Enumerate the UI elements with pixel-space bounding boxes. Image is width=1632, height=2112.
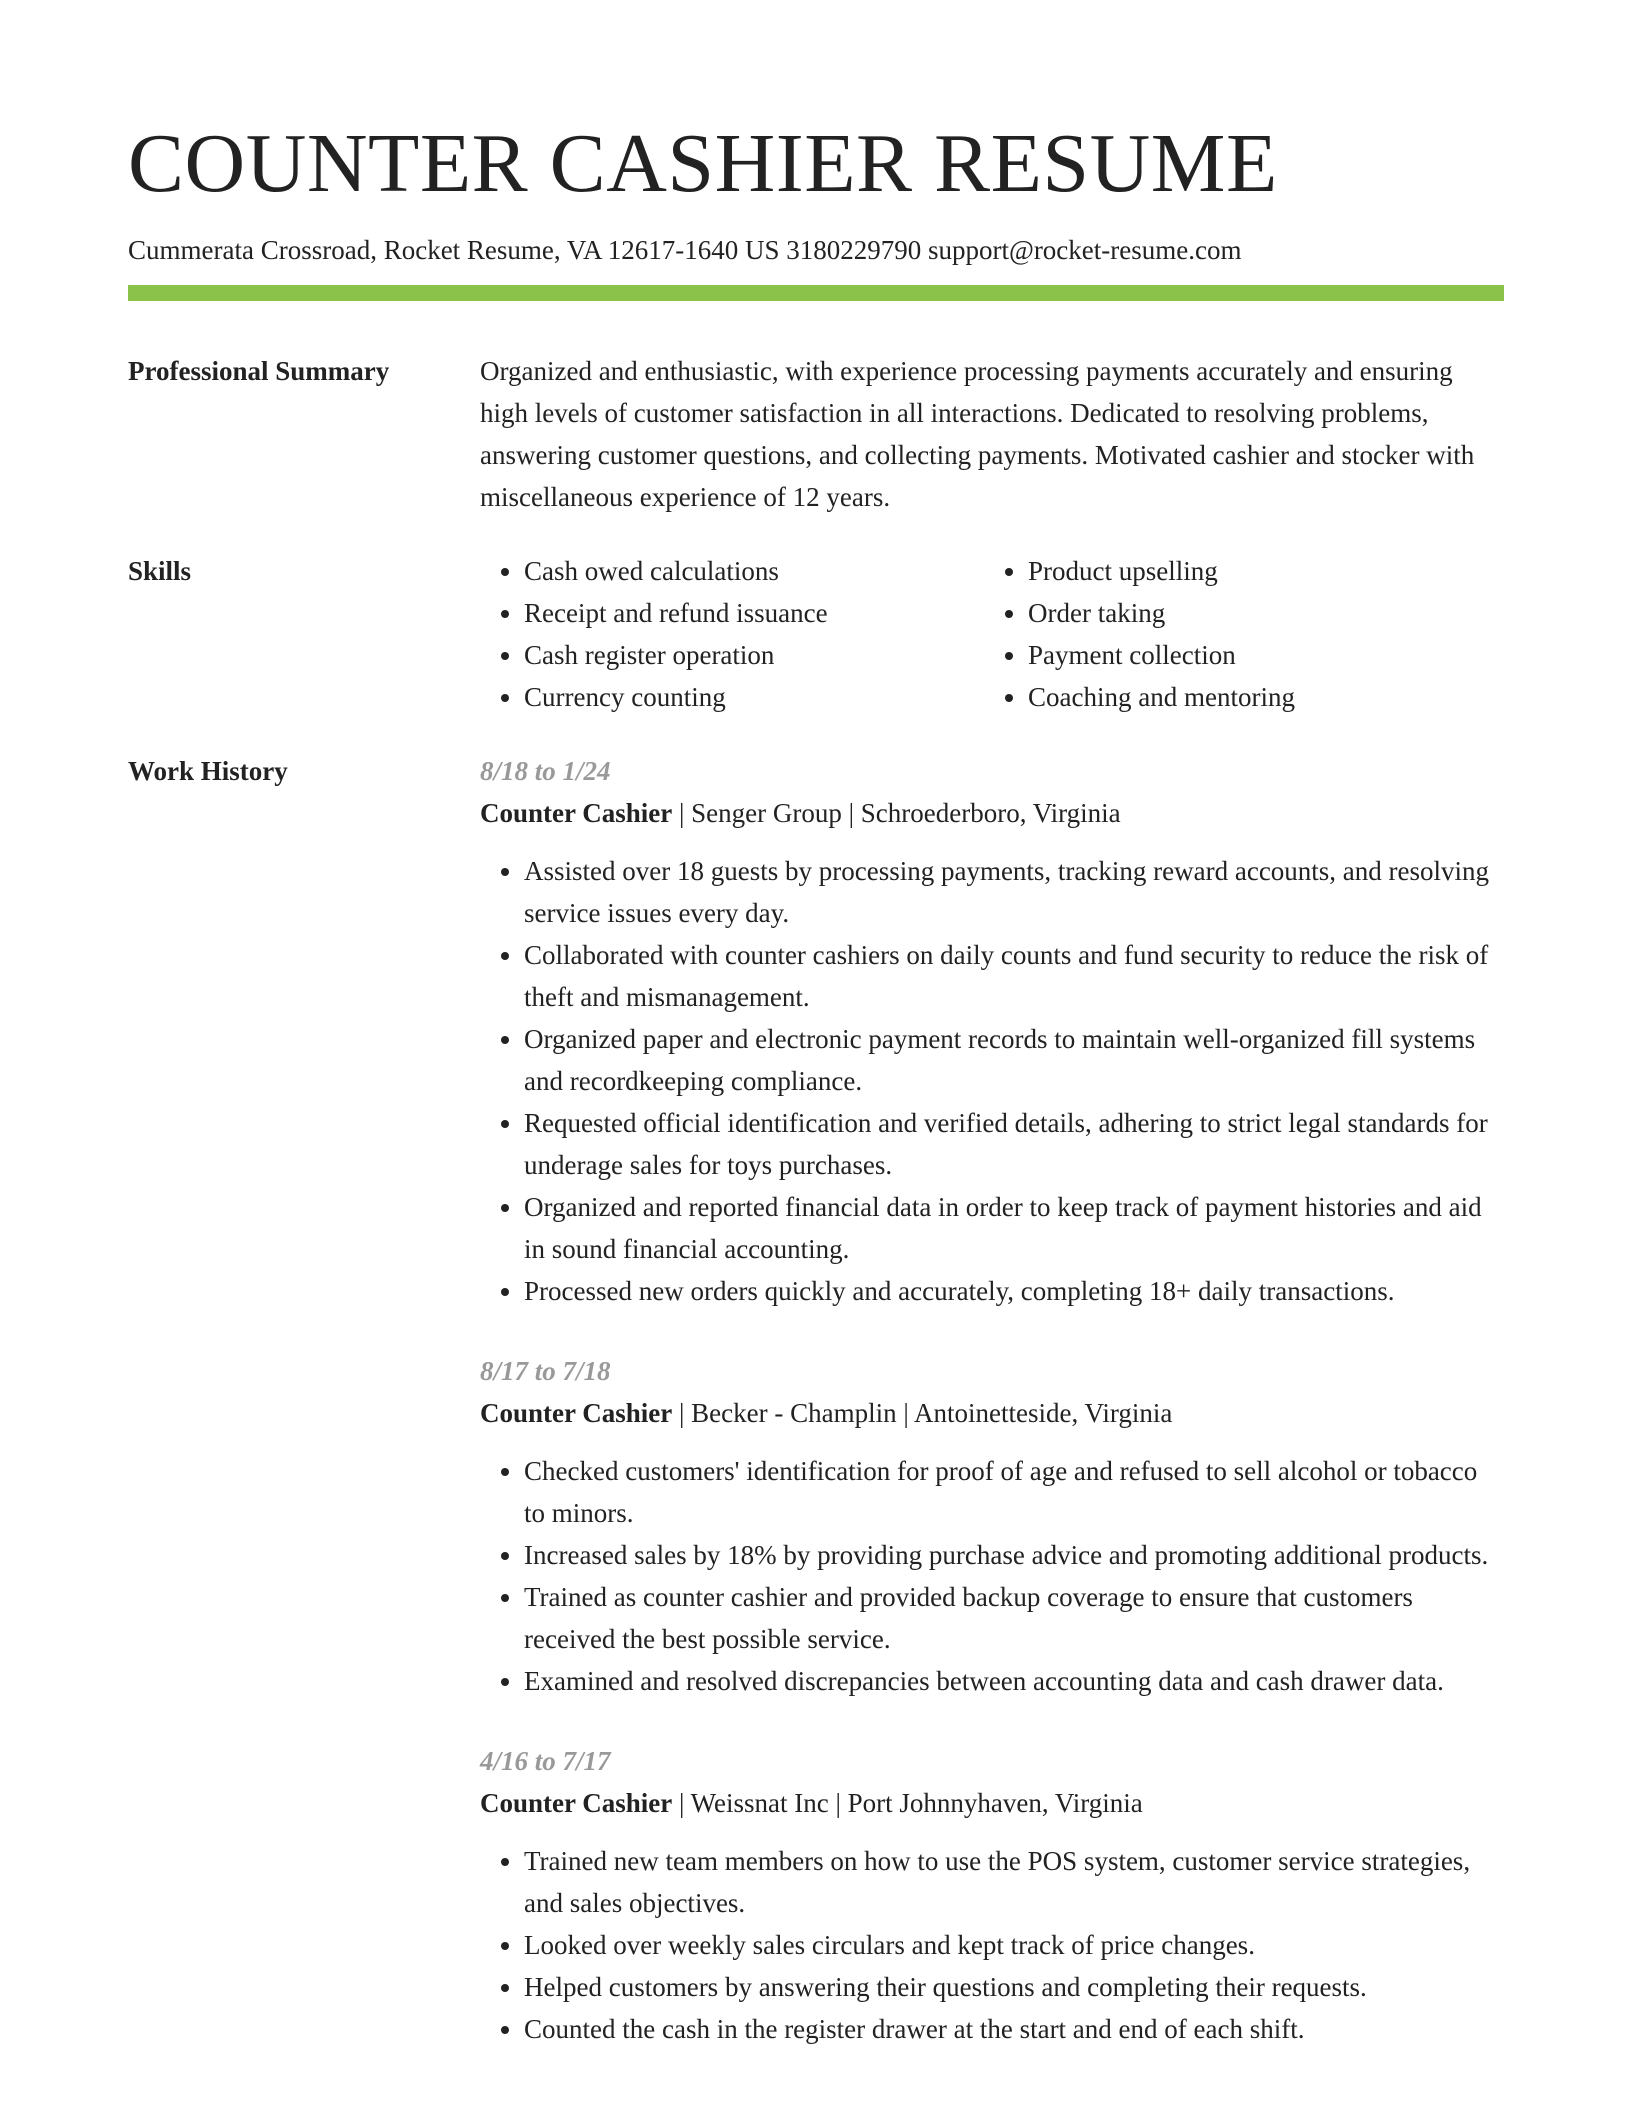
job-bullet: • Assisted over 18 guests by processing payments, tracking reward accounts, and resolving service issues every day. bbox=[524, 850, 1504, 934]
summary-label: Professional Summary bbox=[128, 356, 390, 386]
job-heading bbox=[480, 1392, 1504, 1434]
job-bullet: • Counted the cash in the register drawer at the start and end of each shift. bbox=[524, 2008, 1504, 2050]
job-date: 8/18 to 1/24 bbox=[480, 756, 611, 786]
job-bullet: • Helped customers by answering their questions and completing their requests. bbox=[524, 1966, 1504, 2008]
header-divider bbox=[128, 285, 1504, 301]
job-title: Counter Cashier bbox=[480, 1788, 673, 1818]
skill-item: • Payment collection bbox=[1028, 634, 1488, 676]
job-entry bbox=[480, 750, 1504, 1312]
work-history-body bbox=[480, 750, 1504, 2088]
job-bullet: • Processed new orders quickly and accurately, completing 18+ daily transactions. bbox=[524, 1270, 1504, 1312]
job-bullets bbox=[480, 1840, 1504, 2050]
job-bullet: • Looked over weekly sales circulars and kept track of price changes. bbox=[524, 1924, 1504, 1966]
skill-item: • Cash owed calculations bbox=[524, 550, 984, 592]
job-bullet: • Organized and reported financial data in order to keep track of payment histories and aid in sound financial accounting. bbox=[524, 1186, 1504, 1270]
job-bullet: • Checked customers' identification for proof of age and refused to sell alcohol or tobacco to minors. bbox=[524, 1450, 1504, 1534]
job-entry bbox=[480, 1350, 1504, 1702]
job-bullet: • Examined and resolved discrepancies between accounting data and cash drawer data. bbox=[524, 1660, 1504, 1702]
skill-item: • Currency counting bbox=[524, 676, 984, 718]
skills-label: Skills bbox=[128, 556, 192, 586]
job-title: Counter Cashier bbox=[480, 1398, 673, 1428]
skills-body bbox=[480, 550, 1504, 718]
resume-title: COUNTER CASHIER RESUME bbox=[128, 117, 1278, 210]
contact-line: Cummerata Crossroad, Rocket Resume, VA 12617-1640 US 3180229790 support@rocket-resume.com bbox=[128, 235, 1242, 265]
job-heading bbox=[480, 792, 1504, 834]
skills-list-right bbox=[984, 550, 1488, 718]
skill-item: • Coaching and mentoring bbox=[1028, 676, 1488, 718]
skill-item: • Receipt and refund issuance bbox=[524, 592, 984, 634]
summary-text: Organized and enthusiastic, with experience processing payments accurately and ensuring high levels of customer satisfaction in all interactions. Dedicated to resolving problems, answering customer questions, and collecting payments. Motivated cashier and stocker with miscellaneous experience of 12 years. bbox=[480, 356, 1475, 512]
job-bullet: • Increased sales by 18% by providing purchase advice and promoting additional products. bbox=[524, 1534, 1504, 1576]
job-title: Counter Cashier bbox=[480, 798, 673, 828]
skill-item: • Cash register operation bbox=[524, 634, 984, 676]
job-details: | Weissnat Inc | Port Johnnyhaven, Virginia bbox=[672, 1788, 1143, 1818]
job-bullets bbox=[480, 1450, 1504, 1702]
job-bullet: • Collaborated with counter cashiers on daily counts and fund security to reduce the risk of theft and mismanagement. bbox=[524, 934, 1504, 1018]
job-date: 8/17 to 7/18 bbox=[480, 1356, 611, 1386]
job-bullet: • Organized paper and electronic payment records to maintain well-organized fill systems and recordkeeping compliance. bbox=[524, 1018, 1504, 1102]
job-entry bbox=[480, 1740, 1504, 2050]
work-history-label: Work History bbox=[128, 756, 288, 786]
job-heading bbox=[480, 1782, 1504, 1824]
skills-list-left bbox=[480, 550, 984, 718]
job-details: | Senger Group | Schroederboro, Virginia bbox=[672, 798, 1121, 828]
summary-body bbox=[480, 350, 1504, 518]
job-date: 4/16 to 7/17 bbox=[480, 1746, 611, 1776]
skill-item: • Product upselling bbox=[1028, 550, 1488, 592]
job-bullet: • Trained as counter cashier and provided backup coverage to ensure that customers received the best possible service. bbox=[524, 1576, 1504, 1660]
job-bullet: • Trained new team members on how to use the POS system, customer service strategies, and sales objectives. bbox=[524, 1840, 1504, 1924]
job-bullets bbox=[480, 850, 1504, 1312]
skill-item: • Order taking bbox=[1028, 592, 1488, 634]
job-bullet: • Requested official identification and verified details, adhering to strict legal standards for underage sales for toys purchases. bbox=[524, 1102, 1504, 1186]
job-details: | Becker - Champlin | Antoinetteside, Virginia bbox=[672, 1398, 1173, 1428]
